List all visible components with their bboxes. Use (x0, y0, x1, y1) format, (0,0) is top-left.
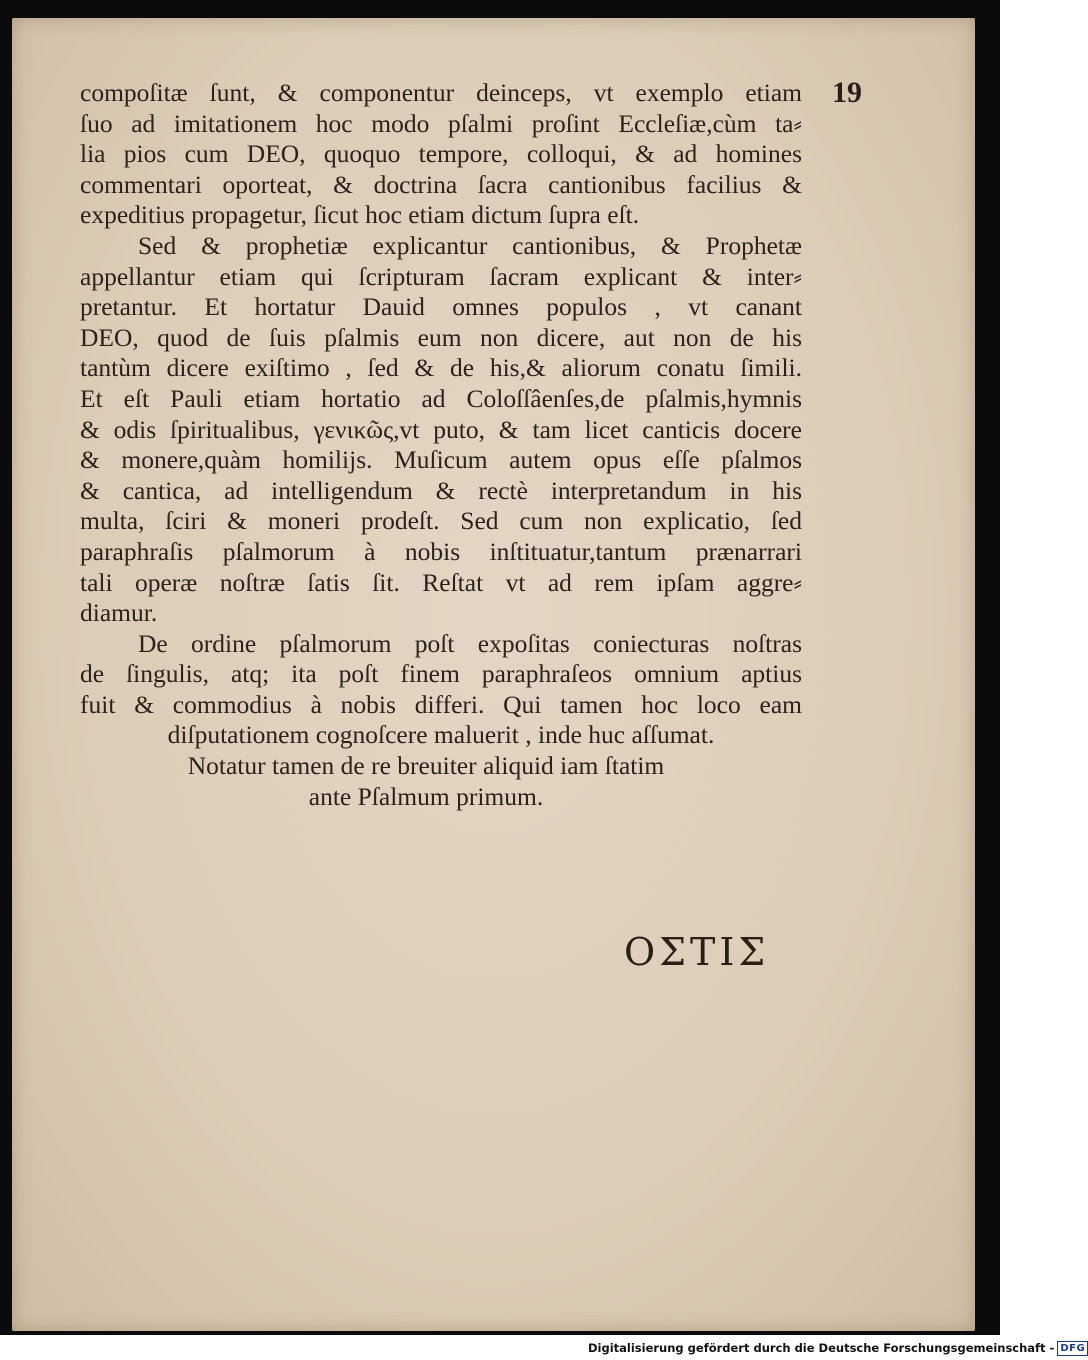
text-line: multa, ſciri & moneri prodeſt. Sed cum non explicatio, ſed (80, 506, 802, 536)
text-line: diamur. (80, 598, 158, 628)
text-line: & monere,quàm homilijs. Muſicum autem opus eſſe pſalmos (80, 445, 802, 475)
text-line: pretantur. Et hortatur Dauid omnes populos , vt canant (80, 292, 802, 322)
text-line: de ſingulis, atq; ita poſt finem paraphraſeos omnium aptius (80, 659, 802, 689)
body-text (80, 78, 802, 812)
text-line: & odis ſpiritualibus, γενικῶς,vt puto, & tam licet canticis docere (80, 414, 802, 444)
book-page (12, 18, 975, 1331)
text-line: De ordine pſalmorum poſt expoſitas coniecturas noſtras (138, 628, 802, 658)
text-line: tantùm dicere exiſtimo , ſed & de his,& aliorum conatu ſimili. (80, 353, 802, 383)
page-number: 19 (832, 76, 862, 109)
text-line: commentari oporteat, & doctrina ſacra cantionibus facilius & (80, 169, 802, 199)
text-line: appellantur etiam qui ſcripturam ſacram explicant & inter⸗ (80, 261, 802, 291)
text-line: fuit & commodius à nobis differi. Qui tamen hoc loco eam (80, 689, 802, 719)
text-line: lia pios cum DEO, quoquo tempore, colloqui, & ad homines (80, 139, 802, 169)
text-line: paraphraſis pſalmorum à nobis inſtituatur,tantum prænarrari (80, 536, 802, 566)
text-line: compoſitæ ſunt, & componentur deinceps, vt exemplo etiam (80, 78, 802, 107)
text-line: Sed & prophetiæ explicantur cantionibus, & Prophetæ (138, 230, 802, 260)
text-line: & cantica, ad intelligendum & rectè interpretandum in his (80, 475, 802, 505)
text-line: DEO, quod de ſuis pſalmis eum non dicere, aut non de his (80, 322, 802, 352)
text-line: Et eſt Pauli etiam hortatio ad Coloſſâenſes,de pſalmis,hymnis (80, 383, 802, 413)
credit-text: Digitalisierung gefördert durch die Deutsche Forschungsgemeinschaft - (588, 1341, 1055, 1355)
catchword: ΟΣΤΙΣ (624, 930, 770, 974)
dfg-logo-icon: DFG (1057, 1341, 1088, 1356)
text-line: tali operæ noſtræ ſatis ſit. Reſtat vt ad rem ipſam aggre⸗ (80, 567, 802, 597)
text-line: expeditius propagetur, ſicut hoc etiam dictum ſupra eſt. (80, 200, 640, 230)
text-line: Notatur tamen de re breuiter aliquid iam ſtatim (187, 751, 665, 781)
digitization-credit (588, 1339, 1088, 1357)
text-line: ante Pſalmum primum. (308, 781, 544, 811)
text-line: ſuo ad imitationem hoc modo pſalmi proſint Eccleſiæ,cùm ta⸗ (80, 108, 802, 138)
text-line: diſputationem cognoſcere maluerit , inde huc aſſumat. (167, 720, 715, 750)
